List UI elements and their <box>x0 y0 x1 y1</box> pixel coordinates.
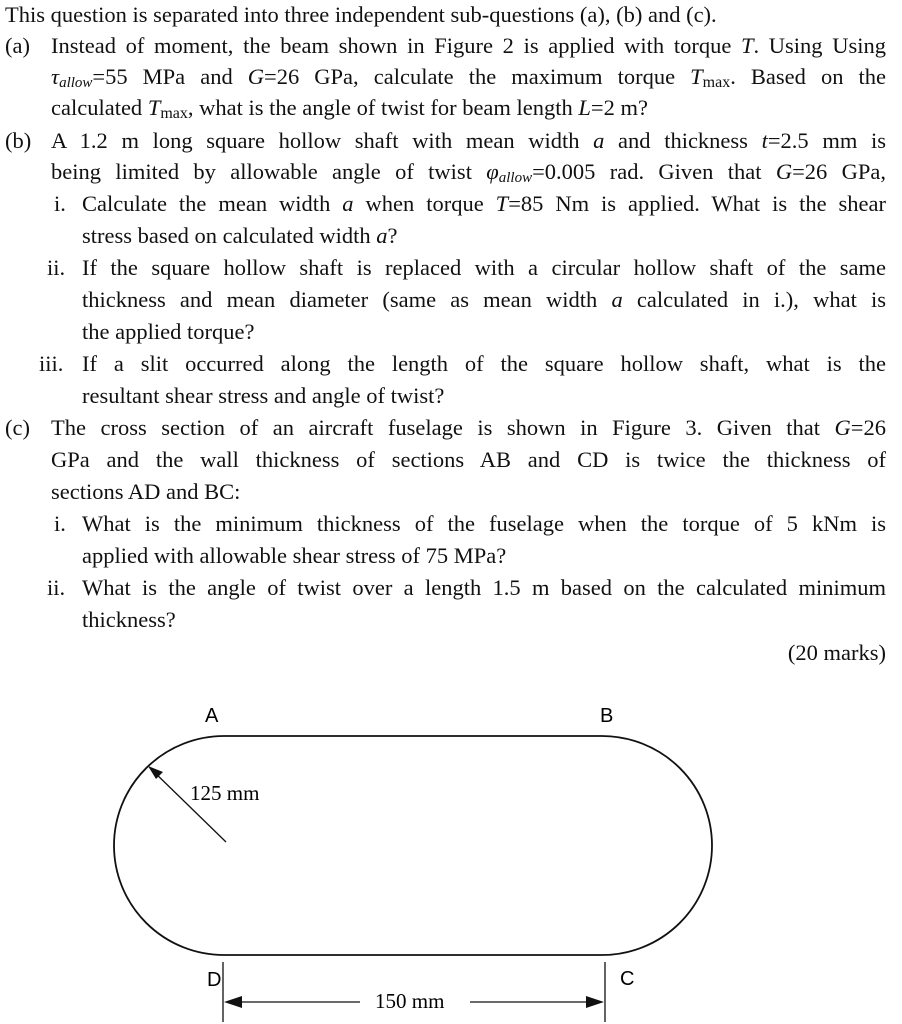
part-b-line-1: A 1.2 m long square hollow shaft with mean width a and thickness t=2.5 mm is <box>51 128 886 153</box>
part-b-i-line-2: stress based on calculated width a? <box>82 223 398 248</box>
part-b-iii-label: iii. <box>39 351 64 376</box>
part-b-iii-line-1: If a slit occurred along the length of the square hollow shaft, what is the <box>82 351 886 376</box>
part-c-ii-line-1: What is the angle of twist over a length 1.5 m based on the calculated minimum <box>82 575 886 600</box>
part-c-i-label: i. <box>54 511 66 536</box>
part-b-i-line-1: Calculate the mean width a when torque T=85 Nm is applied. What is the shear <box>82 191 887 216</box>
part-c-i-line-2: applied with allowable shear stress of 75 MPa? <box>82 543 507 568</box>
label-a: A <box>205 705 219 727</box>
marks-label: (20 marks) <box>787 640 886 665</box>
dim-arrowhead-left <box>224 996 242 1008</box>
part-b-ii-label: ii. <box>47 255 66 280</box>
part-b-ii-line-3: the applied torque? <box>82 319 255 344</box>
part-b-iii-line-2: resultant shear stress and angle of twist? <box>82 383 445 408</box>
part-c-line-2: GPa and the wall thickness of sections AB and CD is twice the thickness of <box>51 447 886 472</box>
part-c-label: (c) <box>5 415 30 440</box>
part-b-ii-line-1: If the square hollow shaft is replaced with a circular hollow shaft of the same <box>82 255 886 280</box>
part-a-line-1: Instead of moment, the beam shown in Figure 2 is applied with torque T. Using Using <box>51 33 886 58</box>
part-a-line-3: calculated $T_{max}$, what is the angle of twist for beam length L=2 m? <box>51 95 648 122</box>
part-b-i-label: i. <box>54 191 66 216</box>
part-b-label: (b) <box>5 128 32 153</box>
part-c-ii-label: ii. <box>47 575 66 600</box>
part-b-line-2: being limited by allowable angle of twist $\varphi_{allow}=0.005$ rad. Given that G=26 GPa, <box>51 159 886 186</box>
width-label: 150 mm <box>375 989 445 1013</box>
part-c-line-3: sections AD and BC: <box>51 479 241 504</box>
label-b: B <box>600 705 614 727</box>
fuselage-figure <box>0 660 902 1024</box>
dim-arrowhead-right <box>586 996 604 1008</box>
part-a-label: (a) <box>5 33 30 58</box>
radius-label: 125 mm <box>190 781 260 805</box>
label-d: D <box>207 969 222 991</box>
part-c-i-line-1: What is the minimum thickness of the fuselage when the torque of 5 kNm is <box>82 511 886 536</box>
fuselage-outline <box>114 736 712 955</box>
radius-line <box>150 768 226 842</box>
label-c: C <box>620 968 635 990</box>
part-a-line-2: $\tau_{allow}=55$ MPa and G=26 GPa, calculate the maximum torque $T_{max}$. Based on the <box>51 64 887 91</box>
part-c-ii-line-2: thickness? <box>82 607 176 632</box>
radius-arrowhead <box>148 766 163 779</box>
part-b-ii-line-2: thickness and mean diameter (same as mean width a calculated in i.), what is <box>82 287 886 312</box>
intro-line: This question is separated into three independent sub-questions (a), (b) and (c). <box>5 2 717 27</box>
part-c-line-1: The cross section of an aircraft fuselage is shown in Figure 3. Given that G=26 <box>51 415 886 440</box>
